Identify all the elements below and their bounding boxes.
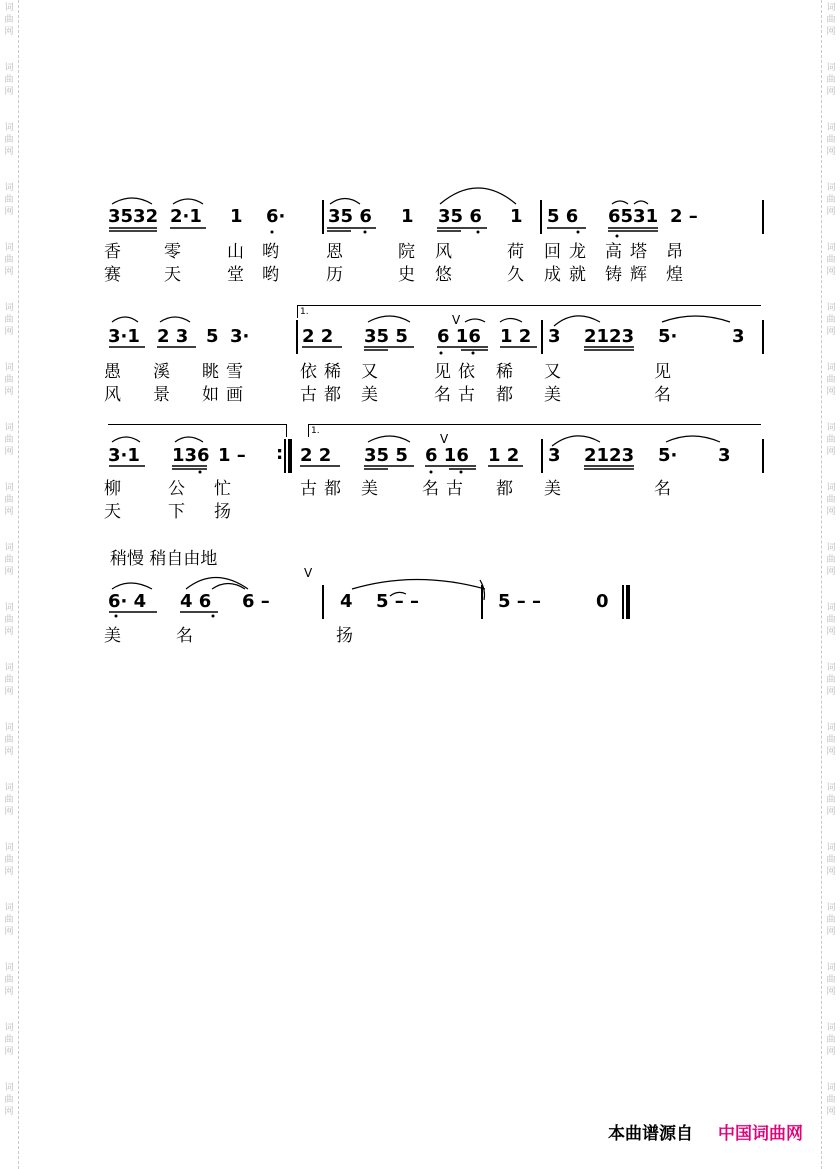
lyric: 又 bbox=[544, 362, 561, 382]
note-group: 2 3 bbox=[157, 326, 189, 347]
watermark-glyph: 词 bbox=[4, 963, 14, 973]
watermark-glyph: 曲 bbox=[4, 855, 14, 865]
watermark-glyph: 词 bbox=[4, 423, 14, 433]
watermark-glyph-group bbox=[825, 482, 837, 518]
watermark-glyph: 网 bbox=[4, 1047, 14, 1057]
lyric: 又 bbox=[361, 362, 378, 382]
watermark-glyph: 词 bbox=[4, 183, 14, 193]
watermark-glyph-group bbox=[3, 242, 15, 278]
note-group: 3·1 bbox=[108, 326, 140, 347]
watermark-glyph: 曲 bbox=[826, 255, 836, 265]
watermark-glyph: 网 bbox=[4, 87, 14, 97]
watermark-glyph: 词 bbox=[4, 603, 14, 613]
note-group: 2 – bbox=[670, 206, 698, 227]
watermark-glyph-group bbox=[825, 2, 837, 38]
note-group: 0 bbox=[596, 591, 609, 612]
lyric: 哟 bbox=[262, 265, 279, 285]
watermark-glyph: 曲 bbox=[4, 195, 14, 205]
watermark-glyph: 网 bbox=[826, 627, 836, 637]
watermark-glyph: 网 bbox=[826, 327, 836, 337]
volta-bracket bbox=[308, 424, 761, 437]
barline bbox=[481, 585, 483, 619]
watermark-glyph: 网 bbox=[826, 387, 836, 397]
watermark-glyph: 网 bbox=[4, 567, 14, 577]
note-group: 3·1 bbox=[108, 445, 140, 466]
lyric: 名 bbox=[434, 385, 451, 405]
lyric: 赛 bbox=[104, 265, 121, 285]
watermark-glyph: 曲 bbox=[826, 375, 836, 385]
watermark-glyph: 词 bbox=[826, 123, 836, 133]
watermark-glyph: 网 bbox=[826, 147, 836, 157]
watermark-glyph: 词 bbox=[826, 63, 836, 73]
lyric: 稀 bbox=[496, 362, 513, 382]
watermark-glyph: 词 bbox=[826, 483, 836, 493]
lyric: 塔 bbox=[630, 242, 647, 262]
watermark-glyph: 词 bbox=[4, 363, 14, 373]
repeat-barline bbox=[288, 439, 292, 473]
lyric: 下 bbox=[168, 502, 185, 522]
watermark-glyph: 网 bbox=[4, 627, 14, 637]
watermark-glyph-group bbox=[3, 722, 15, 758]
watermark-glyph: 词 bbox=[826, 963, 836, 973]
watermark-glyph: 曲 bbox=[826, 1035, 836, 1045]
lyric: 依 bbox=[300, 362, 317, 382]
watermark-glyph: 网 bbox=[826, 27, 836, 37]
watermark-glyph: 网 bbox=[826, 207, 836, 217]
watermark-glyph-group bbox=[3, 2, 15, 38]
lyric: 荷 bbox=[507, 242, 524, 262]
lyric: 溪 bbox=[153, 362, 170, 382]
note-group: 5 bbox=[206, 326, 219, 347]
lyric: 零 bbox=[164, 242, 181, 262]
lyric: 愚 bbox=[104, 362, 121, 382]
watermark-glyph: 网 bbox=[826, 1047, 836, 1057]
watermark-glyph-group bbox=[3, 182, 15, 218]
watermark-glyph-group bbox=[825, 842, 837, 878]
watermark-glyph: 词 bbox=[4, 903, 14, 913]
watermark-glyph: 曲 bbox=[4, 255, 14, 265]
note-group: 1 bbox=[510, 206, 523, 227]
lyric: 都 bbox=[496, 479, 513, 499]
note-group: 2123 bbox=[584, 445, 635, 466]
lyric: 风 bbox=[435, 242, 452, 262]
barline bbox=[322, 585, 324, 619]
right-watermark-strip bbox=[821, 0, 840, 1169]
watermark-glyph: 网 bbox=[826, 507, 836, 517]
lyric: 风 bbox=[104, 385, 121, 405]
watermark-glyph-group bbox=[825, 62, 837, 98]
watermark-glyph-group bbox=[3, 962, 15, 998]
lyric: 如 bbox=[202, 385, 219, 405]
lyric: 回 bbox=[544, 242, 561, 262]
watermark-glyph: 网 bbox=[4, 327, 14, 337]
watermark-glyph: 网 bbox=[4, 807, 14, 817]
watermark-glyph-group bbox=[825, 122, 837, 158]
watermark-glyph: 网 bbox=[826, 867, 836, 877]
watermark-glyph: 词 bbox=[4, 1023, 14, 1033]
watermark-glyph: 词 bbox=[826, 543, 836, 553]
watermark-glyph-group bbox=[825, 782, 837, 818]
watermark-glyph: 网 bbox=[4, 27, 14, 37]
watermark-glyph: 网 bbox=[4, 867, 14, 877]
note-group: 6531 bbox=[608, 206, 659, 227]
lyric: 辉 bbox=[630, 265, 647, 285]
watermark-glyph: 曲 bbox=[826, 135, 836, 145]
barline bbox=[296, 320, 298, 354]
watermark-glyph: 曲 bbox=[826, 915, 836, 925]
lyric: 景 bbox=[153, 385, 170, 405]
watermark-glyph: 网 bbox=[4, 447, 14, 457]
watermark-glyph: 网 bbox=[826, 87, 836, 97]
watermark-glyph: 曲 bbox=[4, 495, 14, 505]
lyric: 扬 bbox=[214, 502, 231, 522]
watermark-glyph-group bbox=[825, 962, 837, 998]
lyric: 天 bbox=[164, 265, 181, 285]
lyric: 见 bbox=[434, 362, 451, 382]
lyric: 画 bbox=[226, 385, 243, 405]
watermark-glyph-group bbox=[825, 602, 837, 638]
watermark-glyph: 词 bbox=[4, 723, 14, 733]
watermark-glyph: 曲 bbox=[826, 75, 836, 85]
watermark-glyph: 词 bbox=[4, 3, 14, 13]
note-group: 3· bbox=[230, 326, 250, 347]
lyric: 院 bbox=[398, 242, 415, 262]
watermark-glyph: 词 bbox=[826, 303, 836, 313]
note-group: 5 – – bbox=[376, 591, 420, 612]
note-group: 3532 bbox=[108, 206, 159, 227]
breath-mark: V bbox=[452, 313, 461, 327]
note-group: 6 16 bbox=[425, 445, 469, 466]
volta-number: 1. bbox=[311, 426, 320, 436]
lyric: 久 bbox=[507, 265, 524, 285]
watermark-glyph: 曲 bbox=[826, 195, 836, 205]
watermark-glyph: 网 bbox=[4, 987, 14, 997]
watermark-glyph: 网 bbox=[826, 987, 836, 997]
lyric: 美 bbox=[104, 626, 121, 646]
watermark-glyph: 网 bbox=[826, 807, 836, 817]
note-group: 2 2 bbox=[300, 445, 332, 466]
note-group: 6· 4 bbox=[108, 591, 147, 612]
watermark-glyph: 词 bbox=[4, 303, 14, 313]
watermark-glyph: 曲 bbox=[4, 975, 14, 985]
note-group: 35 5 bbox=[364, 326, 408, 347]
watermark-glyph-group bbox=[825, 242, 837, 278]
watermark-glyph: 曲 bbox=[4, 1095, 14, 1105]
watermark-glyph: 网 bbox=[826, 567, 836, 577]
note-group: 2·1 bbox=[170, 206, 202, 227]
watermark-glyph: 网 bbox=[826, 927, 836, 937]
lyric: 都 bbox=[324, 385, 341, 405]
watermark-glyph-group bbox=[3, 1022, 15, 1058]
barline bbox=[540, 200, 542, 234]
watermark-glyph: 词 bbox=[826, 783, 836, 793]
watermark-glyph-group bbox=[3, 482, 15, 518]
watermark-glyph: 词 bbox=[826, 1083, 836, 1093]
lyric: 悠 bbox=[435, 265, 452, 285]
watermark-glyph: 词 bbox=[4, 1083, 14, 1093]
lyric: 煌 bbox=[666, 265, 683, 285]
lyric: 柳 bbox=[104, 479, 121, 499]
lyric: 古 bbox=[300, 479, 317, 499]
watermark-glyph-group bbox=[825, 542, 837, 578]
lyric: 成 bbox=[544, 265, 561, 285]
barline bbox=[284, 439, 286, 473]
lyric: 古 bbox=[446, 479, 463, 499]
lyric: 依 bbox=[458, 362, 475, 382]
watermark-glyph: 词 bbox=[4, 543, 14, 553]
watermark-glyph-group bbox=[825, 422, 837, 458]
watermark-glyph: 曲 bbox=[826, 675, 836, 685]
watermark-glyph: 词 bbox=[826, 723, 836, 733]
volta-bracket bbox=[297, 305, 761, 318]
watermark-glyph: 曲 bbox=[4, 675, 14, 685]
breath-mark: V bbox=[304, 566, 313, 580]
watermark-glyph: 词 bbox=[826, 663, 836, 673]
lyric: 见 bbox=[654, 362, 671, 382]
note-group: 5· bbox=[658, 445, 678, 466]
watermark-glyph-group bbox=[3, 62, 15, 98]
final-barline bbox=[626, 585, 630, 619]
repeat-sign: : bbox=[276, 443, 284, 464]
lyric: 山 bbox=[227, 242, 244, 262]
lyric: 就 bbox=[569, 265, 586, 285]
watermark-glyph-group bbox=[825, 1082, 837, 1118]
note-group: 3 bbox=[732, 326, 745, 347]
watermark-glyph: 曲 bbox=[4, 615, 14, 625]
barline bbox=[762, 439, 764, 473]
watermark-glyph: 网 bbox=[4, 387, 14, 397]
lyric: 眺 bbox=[202, 362, 219, 382]
note-group: 6 – bbox=[242, 591, 270, 612]
note-group: 35 5 bbox=[364, 445, 408, 466]
watermark-glyph: 曲 bbox=[826, 555, 836, 565]
watermark-glyph-group bbox=[3, 302, 15, 338]
watermark-glyph: 曲 bbox=[826, 795, 836, 805]
watermark-glyph: 曲 bbox=[826, 615, 836, 625]
watermark-glyph: 曲 bbox=[826, 975, 836, 985]
watermark-glyph: 网 bbox=[4, 207, 14, 217]
note-group: 5 6 bbox=[547, 206, 579, 227]
watermark-glyph: 曲 bbox=[4, 135, 14, 145]
lyric: 美 bbox=[544, 479, 561, 499]
watermark-glyph: 曲 bbox=[4, 15, 14, 25]
lyric: 龙 bbox=[569, 242, 586, 262]
lyric: 稀 bbox=[324, 362, 341, 382]
note-group: 35 6 bbox=[438, 206, 482, 227]
lyric: 哟 bbox=[262, 242, 279, 262]
watermark-glyph: 词 bbox=[826, 363, 836, 373]
watermark-glyph: 词 bbox=[826, 183, 836, 193]
watermark-glyph-group bbox=[3, 362, 15, 398]
watermark-glyph: 网 bbox=[4, 1107, 14, 1117]
lyric: 古 bbox=[300, 385, 317, 405]
watermark-glyph: 曲 bbox=[4, 795, 14, 805]
lyric: 名 bbox=[422, 479, 439, 499]
lyric: 铸 bbox=[605, 265, 622, 285]
watermark-glyph-group bbox=[825, 182, 837, 218]
watermark-glyph: 词 bbox=[826, 603, 836, 613]
lyric: 雪 bbox=[226, 362, 243, 382]
lyric: 忙 bbox=[214, 479, 231, 499]
watermark-glyph-group bbox=[3, 542, 15, 578]
note-group: 6 16 bbox=[437, 326, 481, 347]
site-name-link[interactable]: 中国词曲网 bbox=[718, 1124, 803, 1144]
watermark-glyph: 网 bbox=[826, 747, 836, 757]
note-group: 3 bbox=[548, 445, 561, 466]
watermark-glyph: 曲 bbox=[826, 855, 836, 865]
note-group: 2123 bbox=[584, 326, 635, 347]
lyric: 历 bbox=[326, 265, 343, 285]
lyric: 美 bbox=[544, 385, 561, 405]
note-group: 1 2 bbox=[500, 326, 532, 347]
barline bbox=[322, 200, 324, 234]
lyric: 公 bbox=[168, 479, 185, 499]
watermark-glyph: 词 bbox=[826, 843, 836, 853]
watermark-glyph-group bbox=[3, 1082, 15, 1118]
watermark-glyph: 词 bbox=[4, 783, 14, 793]
watermark-glyph: 网 bbox=[826, 447, 836, 457]
watermark-glyph: 网 bbox=[4, 147, 14, 157]
lyric: 名 bbox=[654, 479, 671, 499]
watermark-glyph: 网 bbox=[4, 267, 14, 277]
watermark-glyph: 网 bbox=[4, 927, 14, 937]
lyric: 昂 bbox=[666, 242, 683, 262]
note-group: 5· bbox=[658, 326, 678, 347]
watermark-glyph-group bbox=[3, 782, 15, 818]
watermark-glyph: 曲 bbox=[826, 435, 836, 445]
lyric: 香 bbox=[104, 242, 121, 262]
watermark-glyph: 词 bbox=[826, 903, 836, 913]
note-group: 1 – bbox=[218, 445, 246, 466]
barline bbox=[541, 320, 543, 354]
lyric: 都 bbox=[496, 385, 513, 405]
watermark-glyph-group bbox=[3, 422, 15, 458]
watermark-glyph: 曲 bbox=[826, 15, 836, 25]
note-group: 4 bbox=[340, 591, 353, 612]
watermark-glyph: 网 bbox=[826, 267, 836, 277]
watermark-glyph-group bbox=[3, 842, 15, 878]
lyric: 史 bbox=[398, 265, 415, 285]
watermark-glyph: 曲 bbox=[4, 735, 14, 745]
watermark-glyph: 词 bbox=[4, 243, 14, 253]
watermark-glyph: 词 bbox=[4, 663, 14, 673]
watermark-glyph: 网 bbox=[4, 687, 14, 697]
watermark-glyph: 曲 bbox=[4, 315, 14, 325]
lyric: 名 bbox=[654, 385, 671, 405]
watermark-glyph: 词 bbox=[4, 483, 14, 493]
left-watermark-strip bbox=[0, 0, 19, 1169]
note-group: 136 bbox=[172, 445, 210, 466]
watermark-glyph-group bbox=[825, 902, 837, 938]
breath-mark: V bbox=[440, 432, 449, 446]
watermark-glyph-group bbox=[825, 302, 837, 338]
lyric: 天 bbox=[104, 502, 121, 522]
watermark-glyph: 曲 bbox=[826, 1095, 836, 1105]
watermark-glyph-group bbox=[3, 122, 15, 158]
watermark-glyph: 网 bbox=[826, 687, 836, 697]
lyric: 美 bbox=[361, 479, 378, 499]
watermark-glyph: 曲 bbox=[826, 735, 836, 745]
watermark-glyph-group bbox=[825, 1022, 837, 1058]
watermark-glyph: 网 bbox=[4, 507, 14, 517]
note-group: 1 bbox=[230, 206, 243, 227]
lyric: 恩 bbox=[326, 242, 343, 262]
watermark-glyph-group bbox=[825, 722, 837, 758]
watermark-glyph-group bbox=[3, 902, 15, 938]
watermark-glyph: 曲 bbox=[4, 555, 14, 565]
note-group: 6· bbox=[266, 206, 286, 227]
lyric: 名 bbox=[176, 626, 193, 646]
note-group: 1 bbox=[401, 206, 414, 227]
note-group: 5 – – bbox=[498, 591, 542, 612]
watermark-glyph: 曲 bbox=[826, 315, 836, 325]
watermark-glyph: 词 bbox=[4, 123, 14, 133]
lyric: 都 bbox=[324, 479, 341, 499]
watermark-glyph-group bbox=[3, 662, 15, 698]
barline bbox=[762, 320, 764, 354]
lyric: 扬 bbox=[336, 626, 353, 646]
note-group: 35 6 bbox=[328, 206, 372, 227]
watermark-glyph: 网 bbox=[4, 747, 14, 757]
watermark-glyph-group bbox=[825, 662, 837, 698]
note-group: 3 bbox=[718, 445, 731, 466]
volta-bracket bbox=[108, 424, 287, 437]
source-label: 本曲谱源自 bbox=[608, 1124, 693, 1144]
watermark-glyph: 曲 bbox=[4, 75, 14, 85]
watermark-glyph: 词 bbox=[4, 63, 14, 73]
watermark-glyph: 曲 bbox=[826, 495, 836, 505]
note-group: 4 6 bbox=[180, 591, 212, 612]
watermark-glyph: 曲 bbox=[4, 435, 14, 445]
watermark-glyph: 词 bbox=[826, 1023, 836, 1033]
watermark-glyph: 词 bbox=[826, 243, 836, 253]
watermark-glyph: 曲 bbox=[4, 1035, 14, 1045]
watermark-glyph: 曲 bbox=[4, 375, 14, 385]
volta-number: 1. bbox=[300, 307, 309, 317]
watermark-glyph: 词 bbox=[826, 3, 836, 13]
lyric: 美 bbox=[361, 385, 378, 405]
note-group: 3 bbox=[548, 326, 561, 347]
watermark-glyph: 网 bbox=[826, 1107, 836, 1117]
watermark-glyph: 曲 bbox=[4, 915, 14, 925]
note-group: 1 2 bbox=[488, 445, 520, 466]
tempo-marking: 稍慢 稍自由地 bbox=[110, 549, 218, 569]
lyric: 古 bbox=[458, 385, 475, 405]
watermark-glyph: 词 bbox=[826, 423, 836, 433]
watermark-glyph-group bbox=[825, 362, 837, 398]
watermark-glyph-group bbox=[3, 602, 15, 638]
watermark-glyph: 词 bbox=[4, 843, 14, 853]
lyric: 堂 bbox=[227, 265, 244, 285]
barline bbox=[541, 439, 543, 473]
barline bbox=[622, 585, 624, 619]
note-group: 2 2 bbox=[302, 326, 334, 347]
lyric: 高 bbox=[605, 242, 622, 262]
barline bbox=[762, 200, 764, 234]
